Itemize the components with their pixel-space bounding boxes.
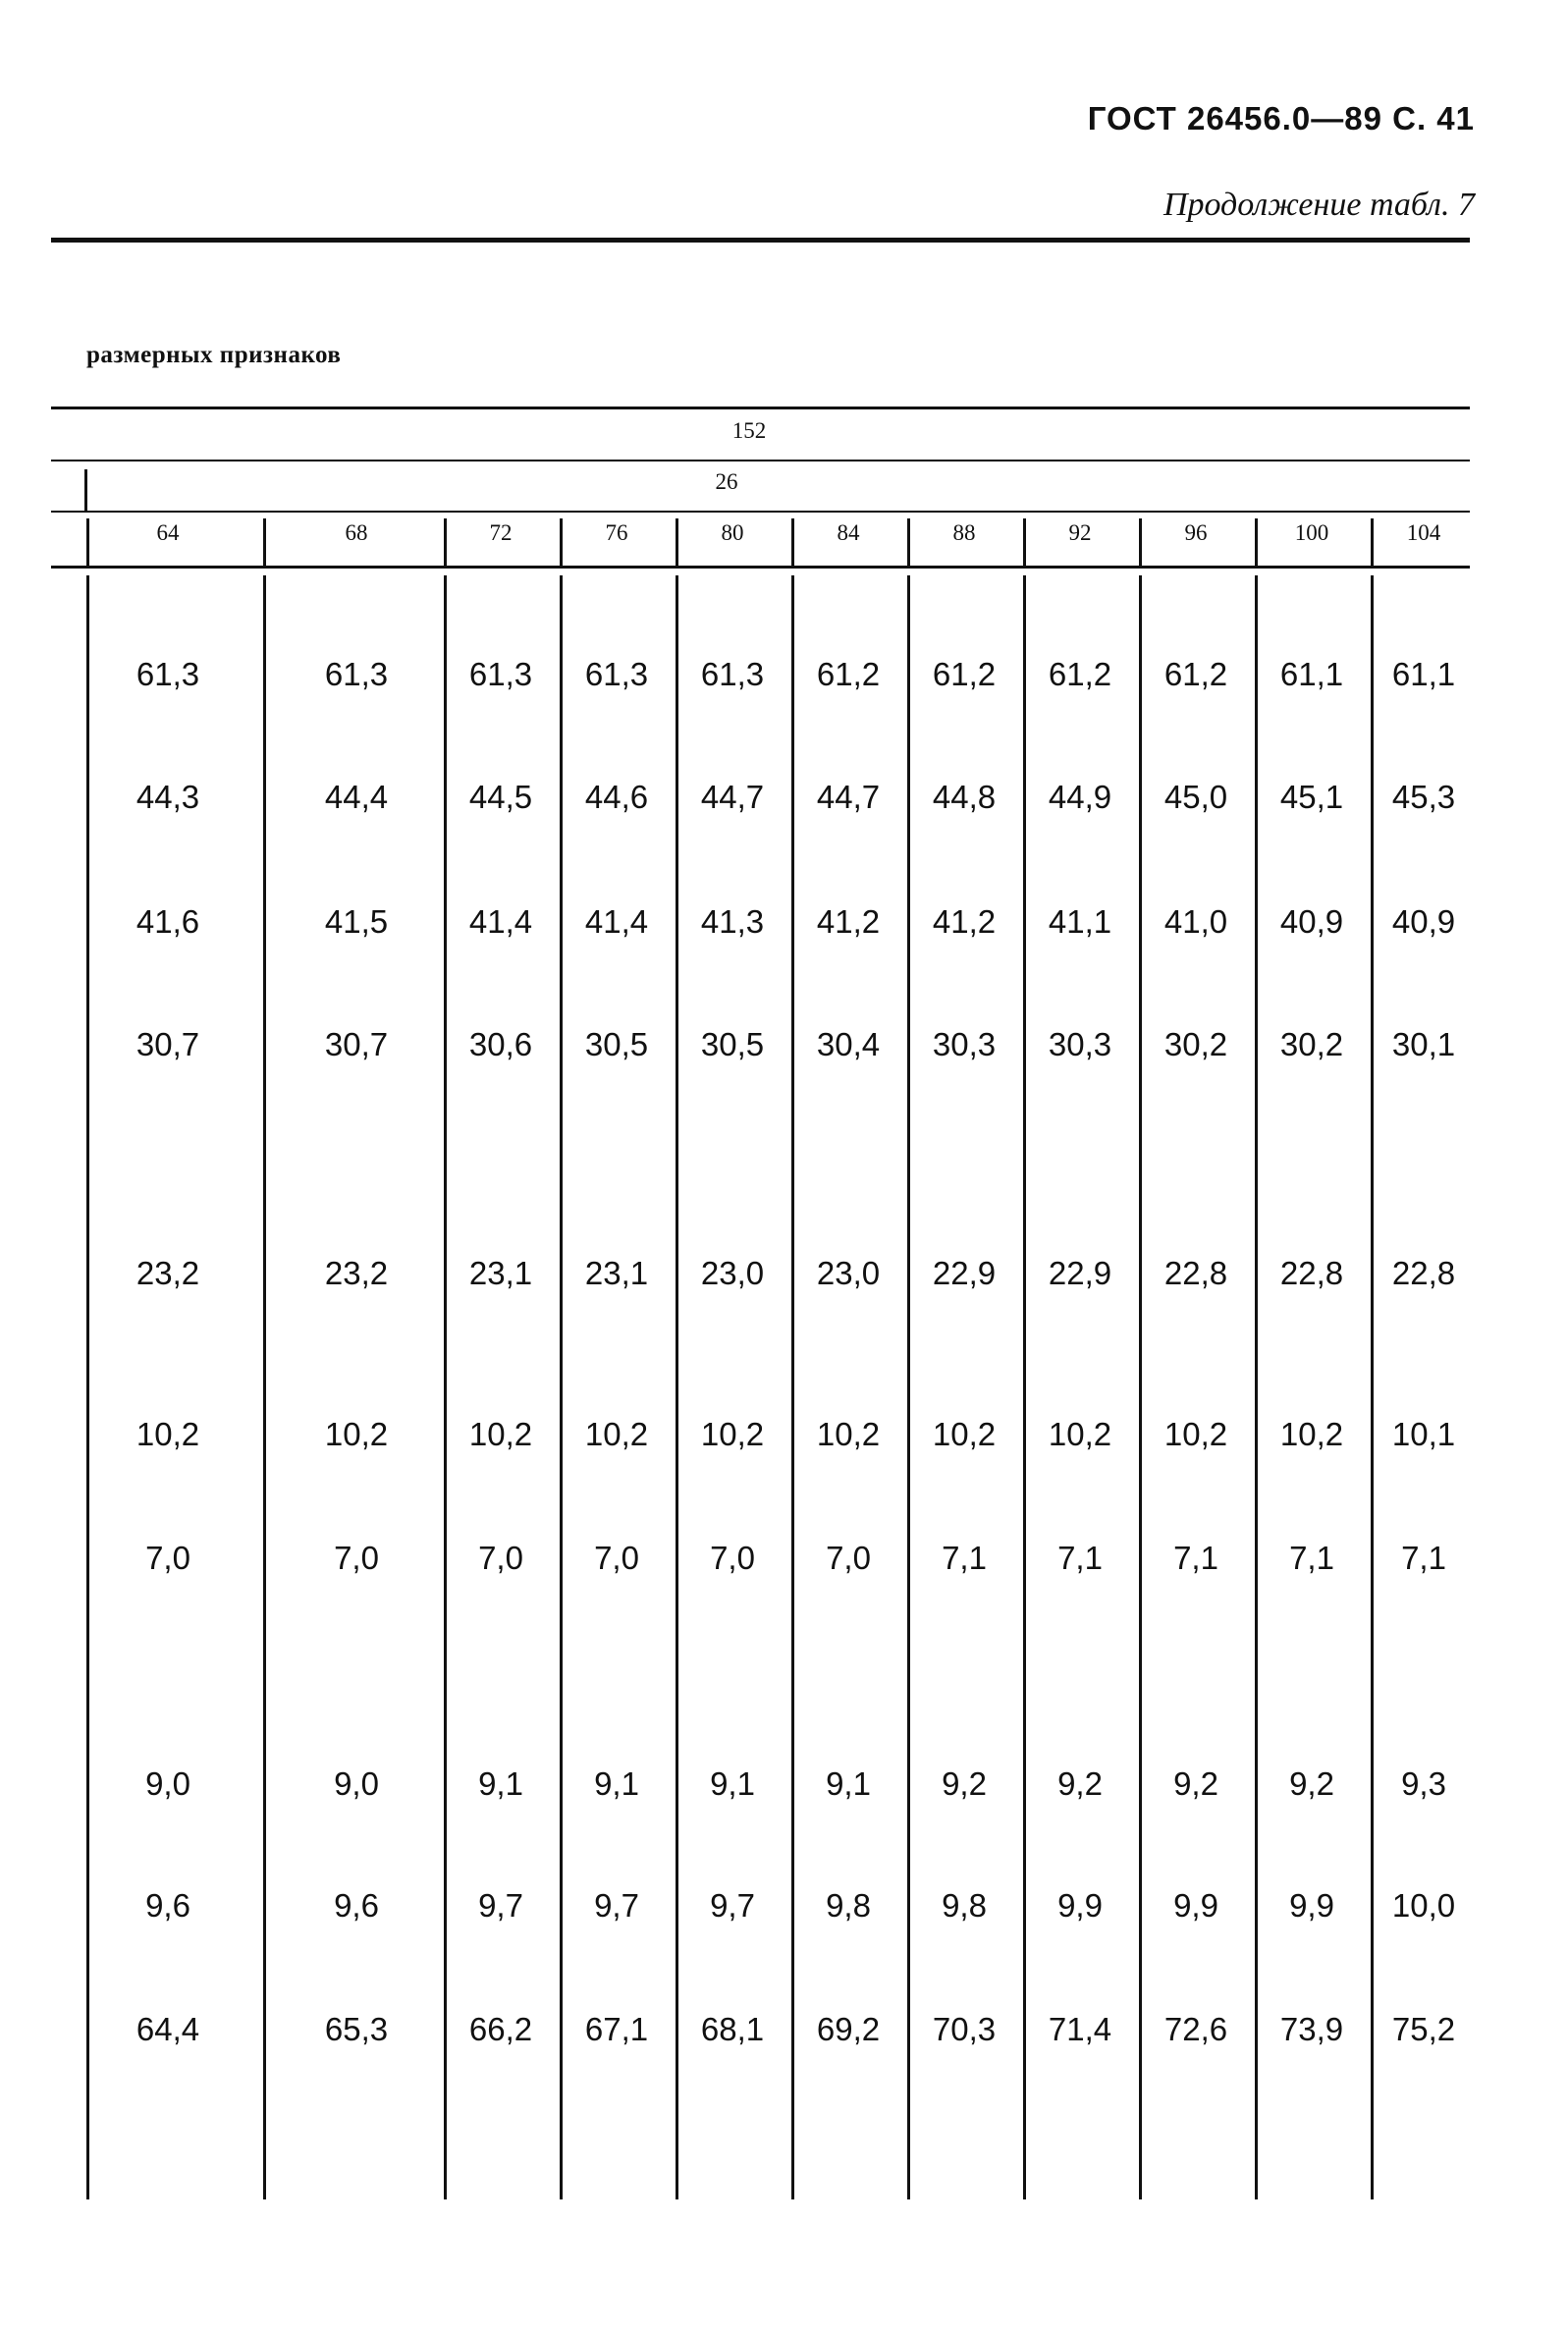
column-header: 92 — [1068, 520, 1092, 545]
table-cell: 44,7 — [700, 779, 765, 815]
table-cell: 10,2 — [1163, 1416, 1228, 1452]
table-cell: 68,1 — [700, 2011, 765, 2047]
column-header: 96 — [1184, 520, 1208, 545]
table-cell: 30,6 — [468, 1026, 533, 1062]
table-cell: 44,7 — [816, 779, 881, 815]
table-cell: 61,2 — [932, 656, 997, 692]
table-cell: 45,1 — [1279, 779, 1344, 815]
body-column-line — [444, 575, 447, 2199]
column-separator — [1139, 518, 1142, 566]
column-header: 64 — [156, 520, 180, 545]
group-header-26: 26 — [715, 469, 738, 494]
column-header: 72 — [489, 520, 513, 545]
table-cell: 66,2 — [468, 2011, 533, 2047]
header-left-tick — [84, 469, 87, 511]
table-cell: 22,8 — [1391, 1255, 1456, 1291]
table-cell: 30,7 — [324, 1026, 389, 1062]
table-cell: 23,1 — [584, 1255, 649, 1291]
column-separator — [676, 518, 678, 566]
table-cell: 9,2 — [942, 1765, 987, 1802]
table-continuation-label: Продолжение табл. 7 — [1162, 187, 1475, 223]
table-cell: 9,7 — [594, 1887, 639, 1924]
body-column-line — [1139, 575, 1142, 2199]
table-cell: 23,2 — [135, 1255, 200, 1291]
table-cell: 23,2 — [324, 1255, 389, 1291]
table-cell: 22,9 — [1048, 1255, 1112, 1291]
table-cell: 41,0 — [1163, 903, 1228, 940]
table-cell: 41,1 — [1048, 903, 1112, 940]
table-cell: 7,0 — [594, 1540, 639, 1576]
column-header: 84 — [837, 520, 860, 545]
table-cell: 44,9 — [1048, 779, 1112, 815]
table-cell: 7,0 — [478, 1540, 523, 1576]
table-cell: 9,3 — [1401, 1765, 1446, 1802]
table-cell: 61,2 — [816, 656, 881, 692]
table-cell: 69,2 — [816, 2011, 881, 2047]
table-cell: 44,4 — [324, 779, 389, 815]
table-cell: 7,0 — [334, 1540, 379, 1576]
table-cell: 9,1 — [826, 1765, 871, 1802]
table-cell: 41,6 — [135, 903, 200, 940]
table-cell: 9,1 — [478, 1765, 523, 1802]
column-header: 88 — [952, 520, 976, 545]
table-cell: 9,7 — [710, 1887, 755, 1924]
table-cell: 70,3 — [932, 2011, 997, 2047]
table-caption: размерных признаков — [86, 342, 342, 368]
table-cell: 9,0 — [145, 1765, 190, 1802]
table-cell: 9,8 — [826, 1887, 871, 1924]
table-cell: 7,1 — [1289, 1540, 1334, 1576]
column-separator — [560, 518, 563, 566]
body-column-line — [1371, 575, 1374, 2199]
table-cell: 7,0 — [145, 1540, 190, 1576]
column-separator — [263, 518, 266, 566]
column-header: 68 — [345, 520, 368, 545]
column-separator — [1255, 518, 1258, 566]
table-cell: 41,3 — [700, 903, 765, 940]
body-column-line — [907, 575, 910, 2199]
table-cell: 44,6 — [584, 779, 649, 815]
table-cell: 23,0 — [700, 1255, 765, 1291]
column-header: 76 — [605, 520, 628, 545]
table-cell: 9,8 — [942, 1887, 987, 1924]
body-column-line — [560, 575, 563, 2199]
column-header: 104 — [1406, 520, 1441, 545]
table-cell: 61,3 — [468, 656, 533, 692]
column-separator — [1371, 518, 1374, 566]
table-cell: 30,5 — [584, 1026, 649, 1062]
body-column-line — [1255, 575, 1258, 2199]
column-separator — [907, 518, 910, 566]
table-cell: 75,2 — [1391, 2011, 1456, 2047]
table-cell: 61,3 — [584, 656, 649, 692]
body-column-line — [791, 575, 794, 2199]
table-cell: 30,3 — [932, 1026, 997, 1062]
table-cell: 41,4 — [584, 903, 649, 940]
table-cell: 9,9 — [1289, 1887, 1334, 1924]
table-cell: 30,2 — [1163, 1026, 1228, 1062]
column-separator — [791, 518, 794, 566]
table-cell: 10,0 — [1391, 1887, 1456, 1924]
table-cell: 10,2 — [816, 1416, 881, 1452]
column-separator — [444, 518, 447, 566]
table-cell: 22,8 — [1279, 1255, 1344, 1291]
column-separator — [86, 518, 89, 566]
table-cell: 7,1 — [1173, 1540, 1218, 1576]
table-cell: 44,3 — [135, 779, 200, 815]
table-cell: 9,6 — [145, 1887, 190, 1924]
table-cell: 9,9 — [1173, 1887, 1218, 1924]
table-cell: 9,1 — [594, 1765, 639, 1802]
table-cell: 64,4 — [135, 2011, 200, 2047]
body-column-line — [263, 575, 266, 2199]
table-cell: 10,2 — [324, 1416, 389, 1452]
table-cell: 40,9 — [1391, 903, 1456, 940]
table-cell: 9,9 — [1057, 1887, 1103, 1924]
table-cell: 73,9 — [1279, 2011, 1344, 2047]
table-cell: 61,3 — [135, 656, 200, 692]
body-column-line — [1023, 575, 1026, 2199]
table-cell: 9,2 — [1289, 1765, 1334, 1802]
group-rule-2 — [51, 511, 1470, 513]
table-cell: 10,2 — [468, 1416, 533, 1452]
table-cell: 45,3 — [1391, 779, 1456, 815]
table-cell: 41,4 — [468, 903, 533, 940]
table-cell: 41,2 — [816, 903, 881, 940]
table-cell: 30,7 — [135, 1026, 200, 1062]
table-cell: 67,1 — [584, 2011, 649, 2047]
table-cell: 30,2 — [1279, 1026, 1344, 1062]
table-cell: 44,8 — [932, 779, 997, 815]
group-header-152: 152 — [731, 418, 767, 443]
table-cell: 23,0 — [816, 1255, 881, 1291]
table-cell: 23,1 — [468, 1255, 533, 1291]
table-cell: 30,1 — [1391, 1026, 1456, 1062]
table-cell: 10,2 — [135, 1416, 200, 1452]
table-cell: 9,2 — [1057, 1765, 1103, 1802]
table-cell: 61,3 — [700, 656, 765, 692]
table-cell: 7,1 — [1057, 1540, 1103, 1576]
table-cell: 61,2 — [1048, 656, 1112, 692]
table-cell: 41,5 — [324, 903, 389, 940]
table-cell: 7,1 — [1401, 1540, 1446, 1576]
table-cell: 10,2 — [584, 1416, 649, 1452]
table-cell: 45,0 — [1163, 779, 1228, 815]
table-cell: 7,1 — [942, 1540, 987, 1576]
table-cell: 10,2 — [1279, 1416, 1344, 1452]
table-cell: 10,2 — [700, 1416, 765, 1452]
table-cell: 9,0 — [334, 1765, 379, 1802]
table-cell: 61,1 — [1391, 656, 1456, 692]
table-cell: 10,2 — [932, 1416, 997, 1452]
table-cell: 30,4 — [816, 1026, 881, 1062]
table-cell: 9,1 — [710, 1765, 755, 1802]
table-cell: 9,6 — [334, 1887, 379, 1924]
table-cell: 41,2 — [932, 903, 997, 940]
table-cell: 44,5 — [468, 779, 533, 815]
table-cell: 7,0 — [710, 1540, 755, 1576]
body-column-line — [86, 575, 89, 2199]
column-header-rule — [51, 566, 1470, 569]
table-cell: 40,9 — [1279, 903, 1344, 940]
group-rule-1 — [51, 460, 1470, 461]
table-cell: 22,9 — [932, 1255, 997, 1291]
table-cell: 9,2 — [1173, 1765, 1218, 1802]
table-cell: 71,4 — [1048, 2011, 1112, 2047]
body-column-line — [676, 575, 678, 2199]
table-cell: 72,6 — [1163, 2011, 1228, 2047]
table-cell: 10,2 — [1048, 1416, 1112, 1452]
table-cell: 9,7 — [478, 1887, 523, 1924]
table-cell: 65,3 — [324, 2011, 389, 2047]
header-rule — [51, 238, 1470, 243]
column-header: 80 — [721, 520, 744, 545]
table-cell: 61,1 — [1279, 656, 1344, 692]
table-cell: 30,5 — [700, 1026, 765, 1062]
table-cell: 7,0 — [826, 1540, 871, 1576]
table-cell: 61,3 — [324, 656, 389, 692]
table-cell: 61,2 — [1163, 656, 1228, 692]
column-header: 100 — [1294, 520, 1329, 545]
table-cell: 30,3 — [1048, 1026, 1112, 1062]
standard-page-header: ГОСТ 26456.0—89 С. 41 — [1087, 100, 1475, 136]
table-top-rule — [51, 407, 1470, 409]
table-cell: 10,1 — [1391, 1416, 1456, 1452]
table-cell: 22,8 — [1163, 1255, 1228, 1291]
column-separator — [1023, 518, 1026, 566]
